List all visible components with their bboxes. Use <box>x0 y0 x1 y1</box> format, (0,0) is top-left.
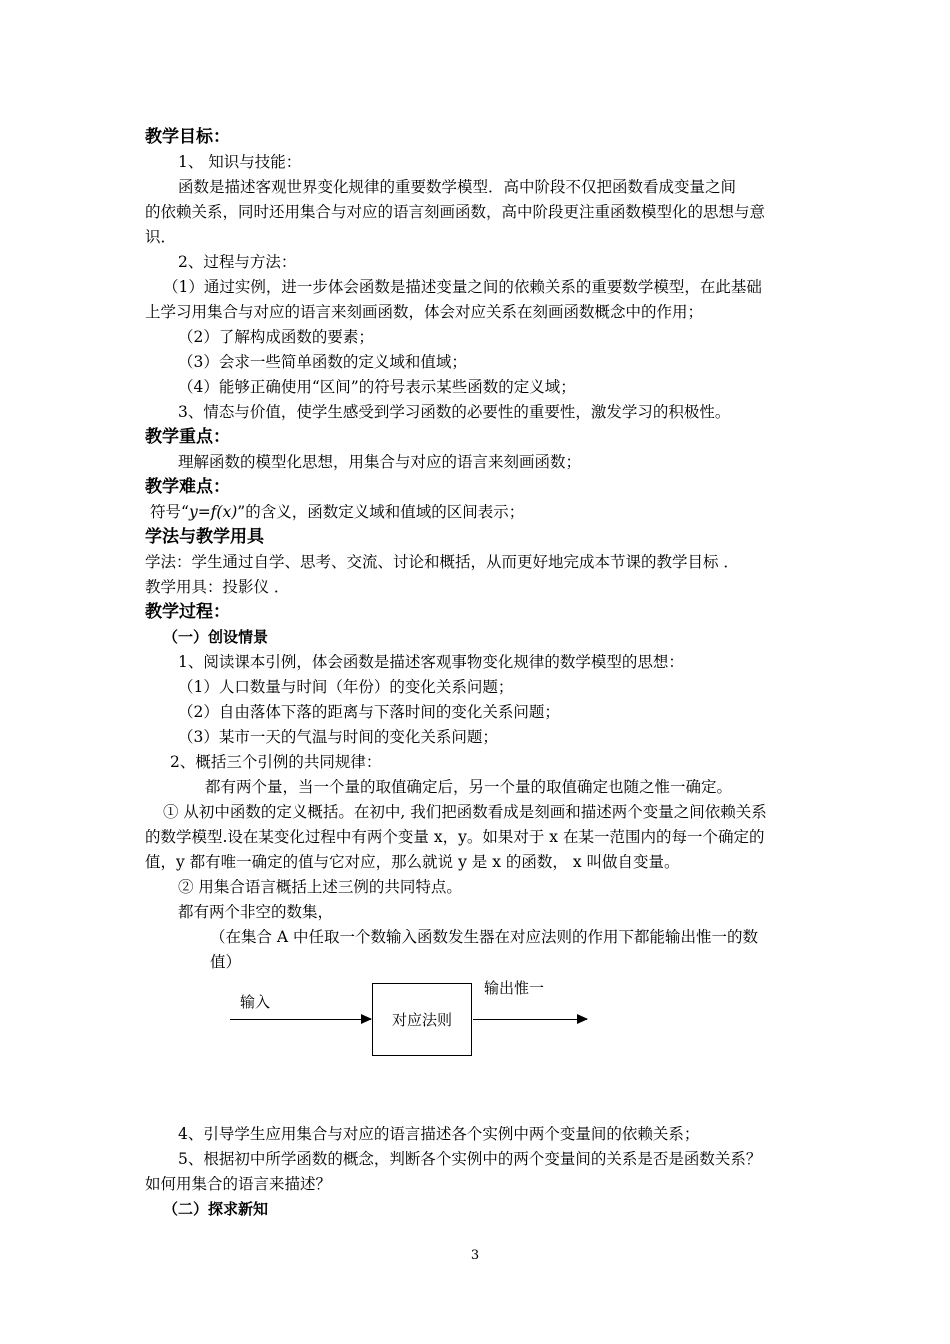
circled2-line: ② 用集合语言概括上述三例的共同特点。 <box>178 878 462 896</box>
h-key-points: 教学重点： <box>145 427 230 447</box>
obj2-title: 2、过程与方法： <box>178 253 297 271</box>
s1-item5-line2: 如何用集合的语言来描述？ <box>145 1175 332 1193</box>
s1-item4: 4、引导学生应用集合与对应的语言描述各个实例中两个变量间的依赖关系； <box>178 1125 700 1143</box>
page-number: 3 <box>470 1248 480 1263</box>
diff-prefix: 符号“ <box>150 503 189 521</box>
tools-text: 教学用具：投影仪 ． <box>145 578 290 596</box>
obj1-para-line1: 函数是描述客观世界变化规律的重要数学模型．高中阶段不仅把函数看成变量之间 <box>178 178 737 196</box>
s1-item1-1: （1）人口数量与时间（年份）的变化关系问题； <box>178 678 514 696</box>
obj2-item2: （2）了解构成函数的要素； <box>178 328 374 346</box>
obj1-para-line2: 的依赖关系，同时还用集合与对应的语言刻画函数，高中阶段更注重函数模型化的思想与意 <box>145 203 766 221</box>
h-methods-tools: 学法与教学用具 <box>145 527 264 547</box>
section1-title: （一）创设情景 <box>163 628 269 646</box>
key-points-text: 理解函数的模型化思想，用集合与对应的语言来刻画函数； <box>178 453 582 471</box>
h-process: 教学过程： <box>145 602 230 622</box>
diagram-rule-label: 对应法则 <box>391 1011 452 1029</box>
s1-item1-3: （3）某市一天的气温与时间的变化关系问题； <box>178 728 498 746</box>
h-objectives: 教学目标： <box>145 127 230 147</box>
section2-title: （二）探求新知 <box>163 1200 269 1218</box>
diagram-rule-box <box>372 983 472 1056</box>
s1-item2-text: 都有两个量，当一个量的取值确定后，另一个量的取值确定也随之惟一确定。 <box>205 778 733 796</box>
s1-item1: 1、阅读课本引例，体会函数是描述客观事物变化规律的数学模型的思想： <box>178 653 684 671</box>
methods-text: 学法：学生通过自学、思考、交流、讨论和概括，从而更好地完成本节课的教学目标 ． <box>145 553 739 571</box>
obj2-item4: （4）能够正确使用“区间”的符号表示某些函数的定义域； <box>178 378 576 396</box>
diff-suffix: ”的含义，函数定义域和值域的区间表示； <box>237 503 525 521</box>
circled2-text: 都有两个非空的数集， <box>178 903 334 921</box>
s1-item2: 2、概括三个引例的共同规律： <box>170 753 382 771</box>
diagram-output-arrow <box>473 1019 587 1020</box>
circled1-line2: 的数学模型.设在某变化过程中有两个变量 x，y。如果对于 x 在某一范围内的每一个确定的 <box>145 828 765 846</box>
diagram-input-arrow <box>230 1019 371 1020</box>
obj1-title: 1、 知识与技能： <box>178 153 302 171</box>
diagram-output-label: 输出惟一 <box>484 979 545 997</box>
diagram-input-label: 输入 <box>240 993 271 1011</box>
obj3-line: 3、情态与价值，使学生感受到学习函数的必要性的重要性，激发学习的积极性。 <box>178 403 731 421</box>
s1-item5-line1: 5、根据初中所学函数的概念，判断各个实例中的两个变量间的关系是否是函数关系？ <box>178 1150 762 1168</box>
circled2-note-line2: 值） <box>210 953 242 971</box>
s1-item1-2: （2）自由落体下落的距离与下落时间的变化关系问题； <box>178 703 560 721</box>
circled1-line3: 值，y 都有唯一确定的值与它对应，那么就说 y 是 x 的函数， x 叫做自变量。 <box>145 853 680 871</box>
difficulties-text <box>150 502 524 522</box>
obj1-para-line3: 识． <box>145 228 177 246</box>
obj2-item1-line1: （1）通过实例，进一步体会函数是描述变量之间的依赖关系的重要数学模型，在此基础 <box>163 278 762 296</box>
circled2-note-line1: （在集合 A 中任取一个数输入函数发生器在对应法则的作用下都能输出惟一的数 <box>210 928 759 946</box>
circled1-line1: ① 从初中函数的定义概括。在初中, 我们把函数看成是刻画和描述两个变量之间依赖关系 <box>163 803 767 821</box>
obj2-item1-line2: 上学习用集合与对应的语言来刻画函数，体会对应关系在刻画函数概念中的作用； <box>145 303 704 321</box>
diff-formula: y=f(x) <box>188 503 238 521</box>
obj2-item3: （3）会求一些简单函数的定义域和值域； <box>178 353 467 371</box>
h-difficulties: 教学难点： <box>145 477 230 497</box>
